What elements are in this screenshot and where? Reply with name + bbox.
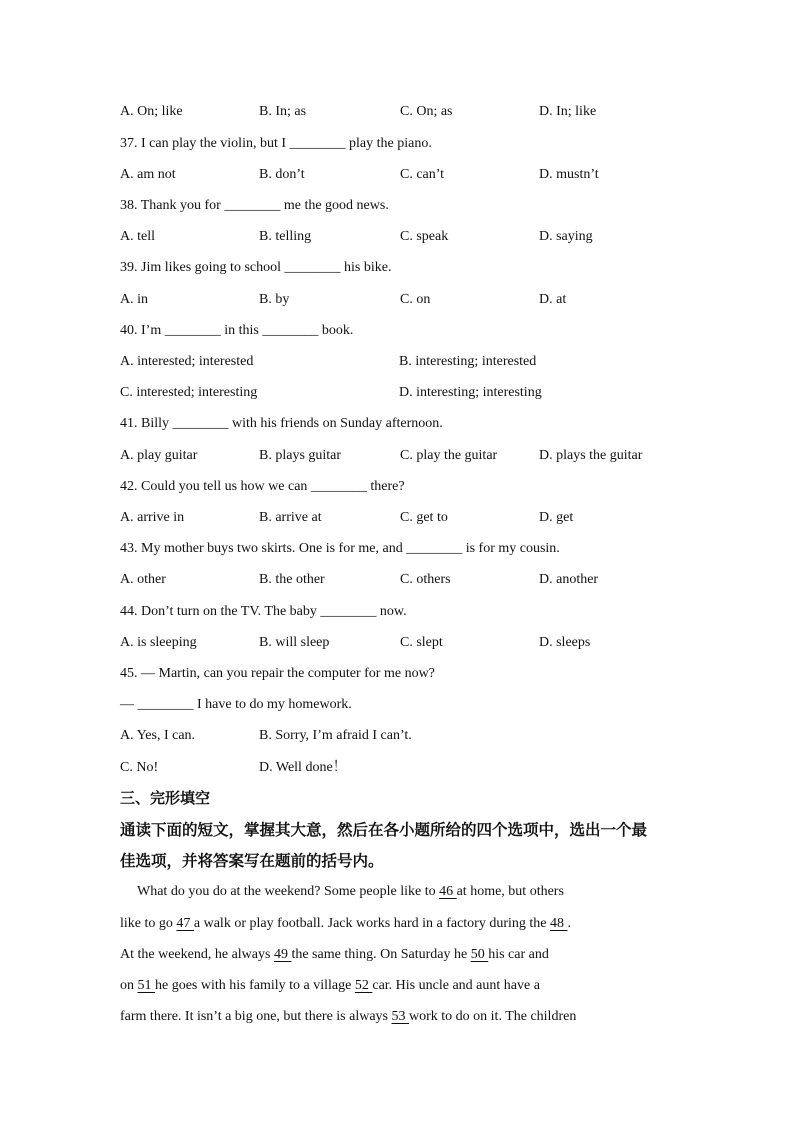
q44-stem: 44. Don’t turn on the TV. The baby ________ now.	[120, 604, 407, 619]
q42-option-b: B. arrive at	[259, 510, 322, 525]
q37-option-b: B. don’t	[259, 167, 305, 182]
q39-option-d: D. at	[539, 292, 567, 307]
q44-option-a: A. is sleeping	[120, 635, 197, 650]
blank-49: 49	[273, 947, 292, 962]
q36-option-d: D. In; like	[539, 104, 597, 119]
passage-line-3: At the weekend, he always 49 the same thing. On Saturday he 50 his car and	[120, 947, 549, 962]
q42-stem: 42. Could you tell us how we can ________ there?	[120, 479, 405, 494]
passage-line-4: on 51 he goes with his family to a village 52 car. His uncle and aunt have a	[120, 978, 540, 993]
q40-option-b: B. interesting; interested	[399, 354, 537, 369]
blank-53: 53	[391, 1009, 409, 1024]
q40-stem: 40. I’m ________ in this ________ book.	[120, 323, 354, 338]
section-instruction-line1: 通读下面的短文，掌握其大意，然后在各小题所给的四个选项中，选出一个最	[120, 821, 648, 839]
q40-option-d: D. interesting; interesting	[399, 385, 542, 400]
q37-stem: 37. I can play the violin, but I ________ play the piano.	[120, 136, 432, 151]
passage-line-1: What do you do at the weekend? Some people like to 46 at home, but others	[137, 884, 564, 899]
q43-option-a: A. other	[120, 572, 166, 587]
q44-option-c: C. slept	[400, 635, 443, 650]
q41-option-d: D. plays the guitar	[539, 448, 643, 463]
q38-option-a: A. tell	[120, 229, 155, 244]
q45-option-b: B. Sorry, I’m afraid I can’t.	[259, 728, 412, 743]
q45-option-a: A. Yes, I can.	[120, 728, 196, 743]
q41-option-c: C. play the guitar	[400, 448, 498, 463]
q38-option-c: C. speak	[400, 229, 449, 244]
blank-52: 52	[354, 978, 373, 993]
q43-option-b: B. the other	[259, 572, 325, 587]
q42-option-c: C. get to	[400, 510, 448, 525]
q40-option-a: A. interested; interested	[120, 354, 254, 369]
q37-option-c: C. can’t	[400, 167, 445, 182]
q36-option-c: C. On; as	[400, 104, 453, 119]
q44-option-b: B. will sleep	[259, 635, 330, 650]
q38-option-b: B. telling	[259, 229, 312, 244]
blank-51: 51	[137, 978, 155, 993]
q45-option-d: D. Well done！	[259, 760, 347, 775]
q45-stem: 45. — Martin, can you repair the computer for me now?	[120, 666, 435, 681]
q41-stem: 41. Billy ________ with his friends on Sunday afternoon.	[120, 416, 443, 431]
q38-option-d: D. saying	[539, 229, 593, 244]
q39-option-b: B. by	[259, 292, 290, 307]
section-instruction-line2: 佳选项，并将答案写在题前的括号内。	[120, 852, 384, 870]
q43-stem: 43. My mother buys two skirts. One is for me, and ________ is for my cousin.	[120, 541, 560, 556]
blank-47: 47	[176, 916, 194, 931]
blank-50: 50	[470, 947, 489, 962]
q39-option-a: A. in	[120, 292, 148, 307]
blank-46: 46	[439, 884, 457, 899]
q38-stem: 38. Thank you for ________ me the good news.	[120, 198, 389, 213]
q45-option-c: C. No!	[120, 760, 159, 775]
q36-option-b: B. In; as	[259, 104, 307, 119]
q44-option-d: D. sleeps	[539, 635, 591, 650]
q41-option-b: B. plays guitar	[259, 448, 342, 463]
q37-option-a: A. am not	[120, 167, 176, 182]
q40-option-c: C. interested; interesting	[120, 385, 258, 400]
passage-line-5: farm there. It isn’t a big one, but there is always 53 work to do on it. The children	[120, 1009, 577, 1024]
q43-option-c: C. others	[400, 572, 451, 587]
q41-option-a: A. play guitar	[120, 448, 198, 463]
q42-option-d: D. get	[539, 510, 574, 525]
q43-option-d: D. another	[539, 572, 599, 587]
blank-48: 48	[550, 916, 568, 931]
q39-stem: 39. Jim likes going to school ________ his bike.	[120, 260, 392, 275]
q36-option-a: A. On; like	[120, 104, 183, 119]
q39-option-c: C. on	[400, 292, 431, 307]
section-heading: 三、完形填空	[120, 789, 211, 807]
q45-stem-reply: — ________ I have to do my homework.	[120, 697, 352, 712]
q42-option-a: A. arrive in	[120, 510, 185, 525]
passage-line-2: like to go 47 a walk or play football. Jack works hard in a factory during the 48 .	[120, 916, 572, 931]
q37-option-d: D. mustn’t	[539, 167, 599, 182]
